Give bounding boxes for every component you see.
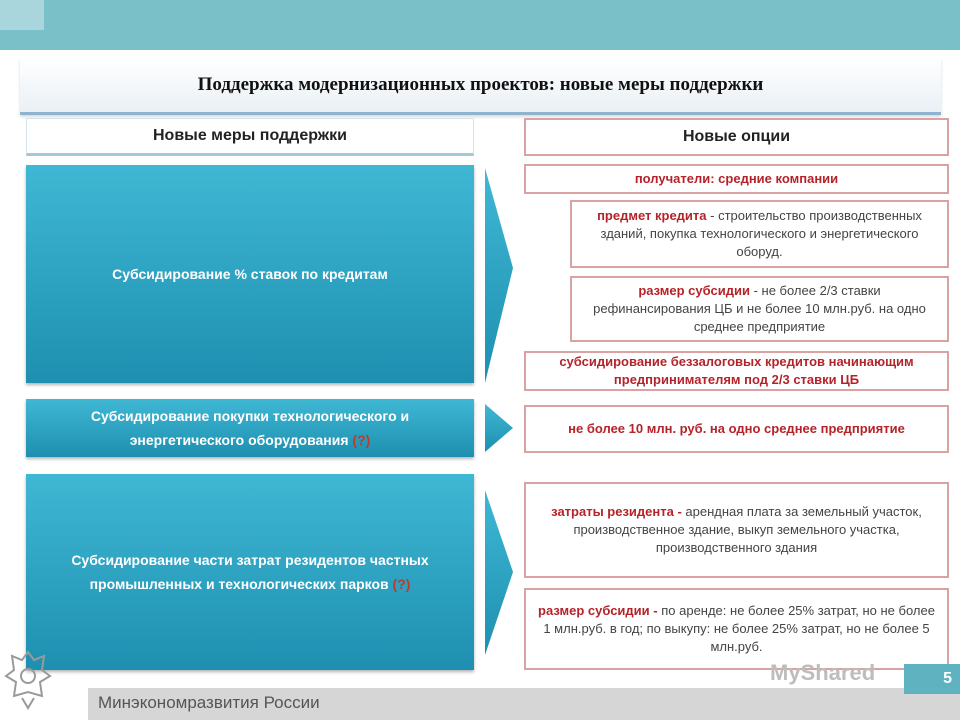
measure-label-line2: энергетического оборудования (?) xyxy=(129,432,371,448)
measure-label-line1: Субсидирование части затрат резидентов частных xyxy=(71,552,429,568)
arrow-right-icon xyxy=(481,402,513,454)
measure-interest-subsidy xyxy=(26,165,474,383)
option-label: размер субсидии xyxy=(638,283,750,298)
arrow-right-icon xyxy=(481,168,513,383)
option-label: размер субсидии - xyxy=(538,603,658,618)
watermark: MyShared xyxy=(770,660,876,685)
option-equipment-limit: не более 10 млн. руб. на одно среднее предприятие xyxy=(524,405,949,453)
measure-equipment-subsidy xyxy=(26,399,474,457)
option-label: предмет кредита xyxy=(597,208,707,223)
measure-label-line1: Субсидирование покупки технологического и xyxy=(90,408,410,424)
footer-bar xyxy=(88,688,960,720)
measure-label: Субсидирование % ставок по кредитам xyxy=(112,266,388,282)
option-resident-costs: затраты резидента - арендная плата за земельный участок, производственное здание, выкуп земельного участка, производственного здания xyxy=(524,482,949,578)
ministry-name: Минэкономразвития России xyxy=(98,693,320,712)
arrow-right-icon xyxy=(481,490,513,655)
page-number: 5 xyxy=(904,664,960,694)
top-bar xyxy=(0,0,960,50)
top-bar-square xyxy=(0,0,44,30)
measure-label-line2: промышленных и технологических парков (?) xyxy=(89,576,411,592)
slide-title: Поддержка модернизационных проектов: новые меры поддержки xyxy=(197,74,764,95)
question-mark: (?) xyxy=(392,576,411,592)
option-subsidy-size: размер субсидии - не более 2/3 ставки рефинансирования ЦБ и не более 10 млн.руб. на одно среднее предприятие xyxy=(570,276,949,342)
option-park-subsidy-size: размер субсидии - по аренде: не более 25% затрат, но не более 1 млн.руб. в год; по выкупу: не более 25% затрат, но не более 5 млн.руб. xyxy=(524,588,949,670)
option-unsecured-credits: субсидирование беззалоговых кредитов начинающим предпринимателям под 2/3 ставки ЦБ xyxy=(524,351,949,391)
option-recipients: получатели: средние компании xyxy=(524,164,949,194)
coat-of-arms-icon xyxy=(4,648,52,710)
option-credit-subject: предмет кредита - строительство производственных зданий, покупка технологического и энергетического оборуд. xyxy=(570,200,949,268)
option-label: затраты резидента - xyxy=(551,504,682,519)
question-mark: (?) xyxy=(352,432,371,448)
measure-park-resident-subsidy xyxy=(26,474,474,670)
measures-header: Новые меры поддержки xyxy=(26,118,474,156)
options-header: Новые опции xyxy=(524,118,949,156)
slide-title-box xyxy=(20,58,941,115)
